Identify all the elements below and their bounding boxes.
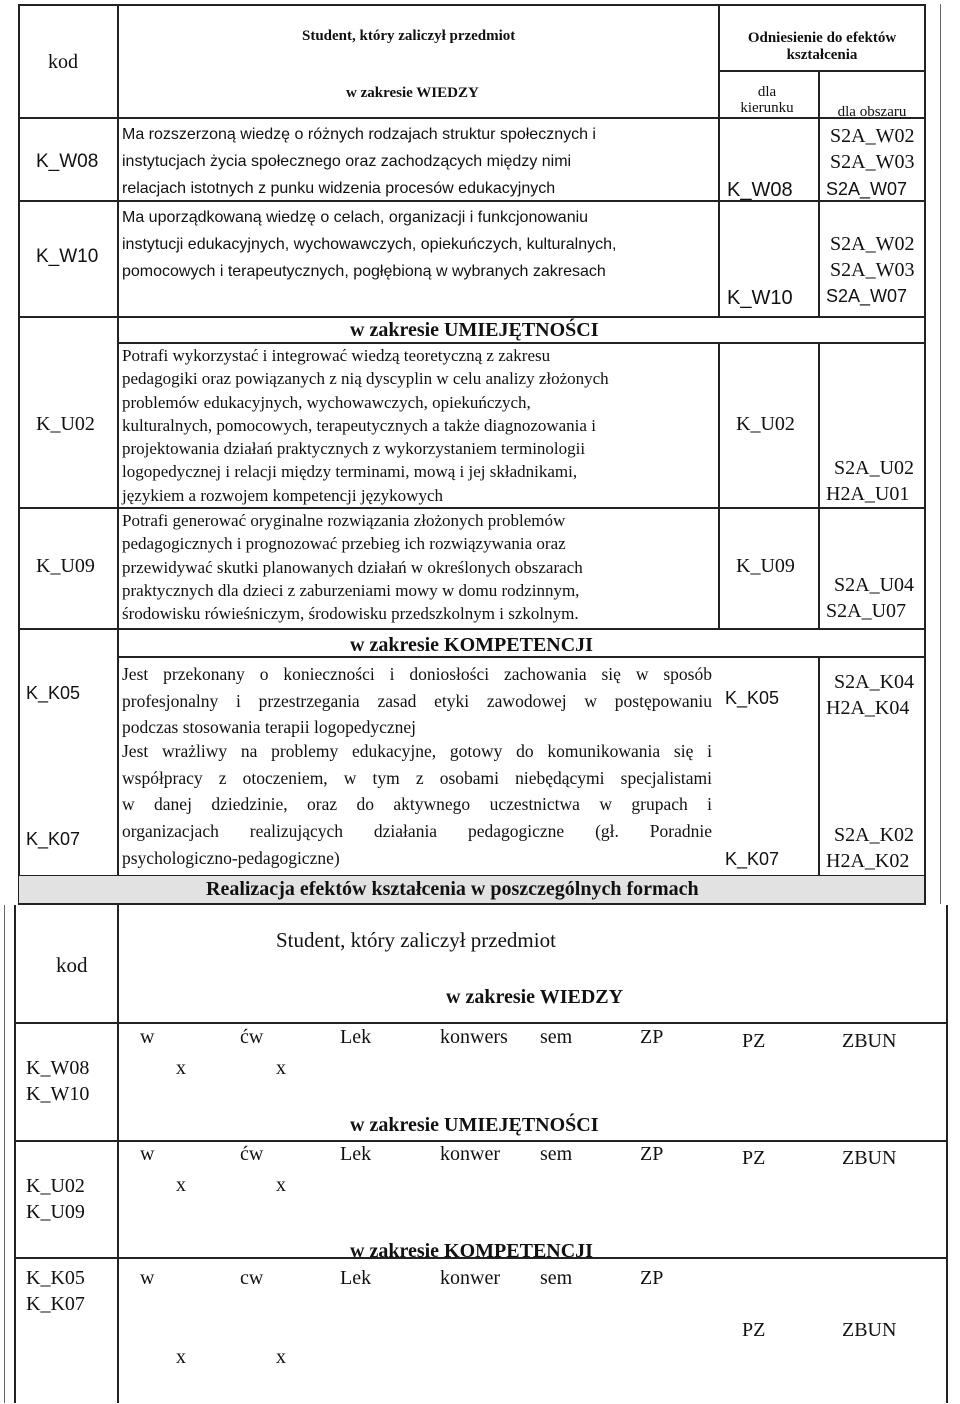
form-lek: Lek xyxy=(340,1026,372,1048)
obszar-w08-2: S2A_W03 xyxy=(830,151,915,173)
outcome-text-u02: Potrafi wykorzystać i integrować wiedzą teoretyczną z zakresu pedagogiki oraz powiązanych z nią dyscyplin w celu analizy złożonych problemów edukacyjnych, wychowawczych, opiekuńczych, kulturalnych, pomocowych, terapeutycznych a także diagnozowania i projektowania działań praktycznych z wykorzystaniem terminologii logopedycznej i relacji między terminami, mową i jej składnikami, językiem a rozwojem kompetencji językowych xyxy=(122,346,609,505)
header-student: Student, który zaliczył przedmiot xyxy=(302,28,516,44)
table2-header-student: Student, który zaliczył przedmiot xyxy=(276,928,556,952)
table-border-left xyxy=(18,4,20,904)
kierunek-w08: K_W08 xyxy=(727,179,793,201)
header-odniesienie: Odniesienie do efektów kształcenia xyxy=(747,30,897,63)
heading-umiejetnosci: w zakresie UMIEJĘTNOŚCI xyxy=(350,319,599,341)
table-border-bottom xyxy=(18,903,926,905)
form-zp: ZP xyxy=(640,1143,664,1165)
form-konwer: konwer xyxy=(440,1143,500,1165)
form-sem: sem xyxy=(540,1267,573,1289)
form-w: w xyxy=(140,1026,155,1048)
row-divider xyxy=(18,316,926,318)
table2-row-divider xyxy=(14,1022,946,1024)
kierunek-w10: K_W10 xyxy=(727,287,793,309)
kierunek-k07: K_K07 xyxy=(725,849,780,869)
col-divider xyxy=(818,656,820,876)
obszar-u09-2: S2A_U07 xyxy=(826,600,907,622)
table2-border-left xyxy=(14,905,16,1403)
form-zp: ZP xyxy=(640,1267,664,1289)
code-k-u02: K_U02 xyxy=(36,413,95,435)
obszar-w08-1: S2A_W02 xyxy=(830,125,915,147)
table2-border-right xyxy=(946,905,948,1403)
form-zbun: ZBUN xyxy=(842,1319,897,1341)
form-cw: cw xyxy=(240,1267,264,1289)
form-lek: Lek xyxy=(340,1267,372,1289)
row-divider xyxy=(18,628,926,630)
form-cw: ćw xyxy=(240,1143,264,1165)
table2-row-divider xyxy=(14,1140,946,1142)
header-kod: kod xyxy=(48,51,78,73)
table2-col-divider xyxy=(117,905,119,1403)
mark-w: x xyxy=(176,1346,186,1368)
table2-code-k05: K_K05 xyxy=(26,1267,85,1289)
code-k-u09: K_U09 xyxy=(36,555,95,577)
table2-code-w10: K_W10 xyxy=(26,1083,90,1105)
outcome-text-u09: Potrafi generować oryginalne rozwiązania złożonych problemów pedagogicznych i prognozować przebieg ich rozwiązywania oraz przewidywać skutki planowanych działań w określonych obszarach praktycznych dla dzieci z zaburzeniami mowy w domu rodzinnym, środowisku rówieśniczym, środowisku przedszkolnym i szkolnym. xyxy=(122,511,583,624)
page-border-right xyxy=(940,4,941,904)
obszar-w10-1: S2A_W02 xyxy=(830,233,915,255)
table2-heading-umiejetnosci: w zakresie UMIEJĘTNOŚCI xyxy=(350,1114,599,1136)
col-divider xyxy=(718,4,720,317)
form-cw: ćw xyxy=(240,1026,264,1048)
obszar-k05-1: S2A_K04 xyxy=(834,671,915,693)
table2-heading-kompetencji: w zakresie KOMPETENCJI xyxy=(350,1240,593,1262)
mark-cw: x xyxy=(276,1346,286,1368)
form-w: w xyxy=(140,1143,155,1165)
kierunek-u09: K_U09 xyxy=(736,555,795,577)
mark-cw: x xyxy=(276,1174,286,1196)
form-zbun: ZBUN xyxy=(842,1147,897,1169)
page-border-left xyxy=(4,905,5,1403)
obszar-k07-1: S2A_K02 xyxy=(834,824,915,846)
obszar-u02-2: H2A_U01 xyxy=(826,483,910,505)
table2-code-u02: K_U02 xyxy=(26,1175,85,1197)
form-sem: sem xyxy=(540,1026,573,1048)
table2-heading-wiedzy: w zakresie WIEDZY xyxy=(446,986,624,1008)
obszar-u09-1: S2A_U04 xyxy=(834,574,915,596)
col-divider xyxy=(117,4,119,875)
mark-w: x xyxy=(176,1174,186,1196)
col-divider xyxy=(718,343,720,628)
obszar-w08-3: S2A_W07 xyxy=(826,179,908,199)
table2-code-w08: K_W08 xyxy=(26,1057,90,1079)
outcome-text-w10: Ma uporządkowaną wiedzę o celach, organizacji i funkcjonowaniu instytucji edukacyjnych, wychowawczych, opiekuńczych, kulturalnych, pomocowych i terapeutycznych, pogłębioną w wybranych zakresach xyxy=(122,209,617,280)
row-divider xyxy=(718,70,926,72)
code-k-k07: K_K07 xyxy=(26,829,81,849)
obszar-w10-2: S2A_W03 xyxy=(830,259,915,281)
obszar-k07-2: H2A_K02 xyxy=(826,850,910,872)
outcome-text-k07: Jest wrażliwy na problemy edukacyjne, gotowy do komunikowania się i współpracy z otoczeniem, w tym z osobami niebędącymi specjalistami w danej dziedzinie, oraz do aktywnego uczestnictwa w grupach i organizacjach realizujących działania pedagogiczne (gł. Poradnie psychologiczno-pedagogiczne) xyxy=(122,741,712,868)
outcome-text-k05: Jest przekonany o konieczności i doniosłości zachowania się w sposób profesjonalny i przestrzegania zasad etyki zawodowej w postępowaniu podczas stosowania terapii logopedycznej xyxy=(122,664,712,738)
row-divider xyxy=(117,656,926,658)
footer-realizacja: Realizacja efektów kształcenia w poszczególnych formach xyxy=(206,878,699,900)
table2-code-k07: K_K07 xyxy=(26,1293,85,1315)
code-k-w10: K_W10 xyxy=(36,246,99,267)
form-zp: ZP xyxy=(640,1026,664,1048)
form-pz: PZ xyxy=(742,1147,766,1169)
col-divider xyxy=(818,70,820,317)
code-k-w08: K_W08 xyxy=(36,151,99,172)
table2-header-kod: kod xyxy=(56,953,88,977)
mark-w: x xyxy=(176,1057,186,1079)
obszar-w10-3: S2A_W07 xyxy=(826,286,908,306)
header-dla-obszaru: dla obszaru xyxy=(837,104,907,120)
form-lek: Lek xyxy=(340,1143,372,1165)
form-konwer: konwer xyxy=(440,1267,500,1289)
form-sem: sem xyxy=(540,1143,573,1165)
kierunek-k05: K_K05 xyxy=(725,688,780,708)
obszar-u02-1: S2A_U02 xyxy=(834,457,915,479)
form-w: w xyxy=(140,1267,155,1289)
col-divider xyxy=(818,343,820,628)
table-border-top xyxy=(18,4,926,6)
obszar-k05-2: H2A_K04 xyxy=(826,697,910,719)
heading-wiedzy: w zakresie WIEDZY xyxy=(346,85,479,101)
form-zbun: ZBUN xyxy=(842,1030,897,1052)
form-pz: PZ xyxy=(742,1030,766,1052)
mark-cw: x xyxy=(276,1057,286,1079)
heading-kompetencji: w zakresie KOMPETENCJI xyxy=(350,634,593,656)
row-divider xyxy=(18,117,926,119)
header-dla-kierunku: dla kierunku xyxy=(740,84,794,116)
code-k-k05: K_K05 xyxy=(26,683,81,703)
form-pz: PZ xyxy=(742,1319,766,1341)
outcome-text-w08: Ma rozszerzoną wiedzę o różnych rodzajach struktur społecznych i instytucjach życia społecznego oraz zachodzących między nimi relacjach istotnych z punku widzenia procesów edukacyjnych xyxy=(122,126,596,197)
table-border-right xyxy=(924,4,926,904)
form-konwers: konwers xyxy=(440,1026,508,1048)
table2-code-u09: K_U09 xyxy=(26,1201,85,1223)
kierunek-u02: K_U02 xyxy=(736,413,795,435)
